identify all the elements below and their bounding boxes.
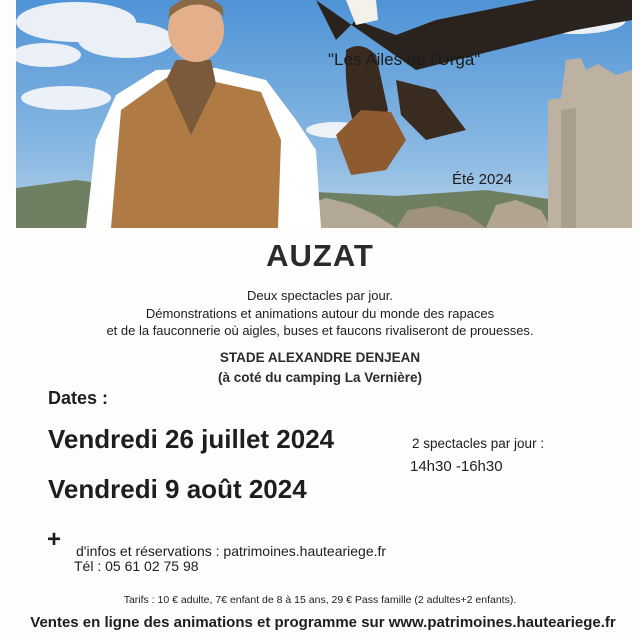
description-block xyxy=(70,287,570,340)
show-subtitle: "Les Ailes de l'Urga" xyxy=(328,50,481,69)
venue-name: STADE ALEXANDRE DENJEAN xyxy=(219,350,421,365)
plus-icon: + xyxy=(47,526,62,553)
date-item: Vendredi 26 juillet 2024 xyxy=(48,424,335,454)
phone-line: Tél : 05 61 02 75 98 xyxy=(74,558,199,574)
show-times: 14h30 -16h30 xyxy=(410,458,503,475)
season-label: Été 2024 xyxy=(452,171,513,188)
description-line: Démonstrations et animations autour du monde des rapaces xyxy=(145,305,495,321)
pricing-line: Tarifs : 10 € adulte, 7€ enfant de 8 à 15 ans, 29 € Pass famille (2 adultes+2 enfants). xyxy=(123,594,517,606)
shows-per-day: 2 spectacles par jour : xyxy=(412,436,545,451)
venue-block xyxy=(130,348,510,388)
description-line: et de la fauconnerie où aigles, buses et faucons rivaliseront de prouesses. xyxy=(106,323,534,338)
online-sales-line: Ventes en ligne des animations et programme sur www.patrimoines.hauteariege.fr xyxy=(30,614,616,631)
date-item: Vendredi 9 août 2024 xyxy=(48,474,307,504)
venue-note: (à coté du camping La Vernière) xyxy=(217,370,423,385)
falconer-photo xyxy=(16,0,632,228)
page-title: AUZAT xyxy=(266,238,374,273)
dates-heading: Dates : xyxy=(48,388,109,408)
info-line: d'infos et réservations : patrimoines.hauteariege.fr xyxy=(76,543,387,559)
description-line: Deux spectacles par jour. xyxy=(247,288,393,303)
